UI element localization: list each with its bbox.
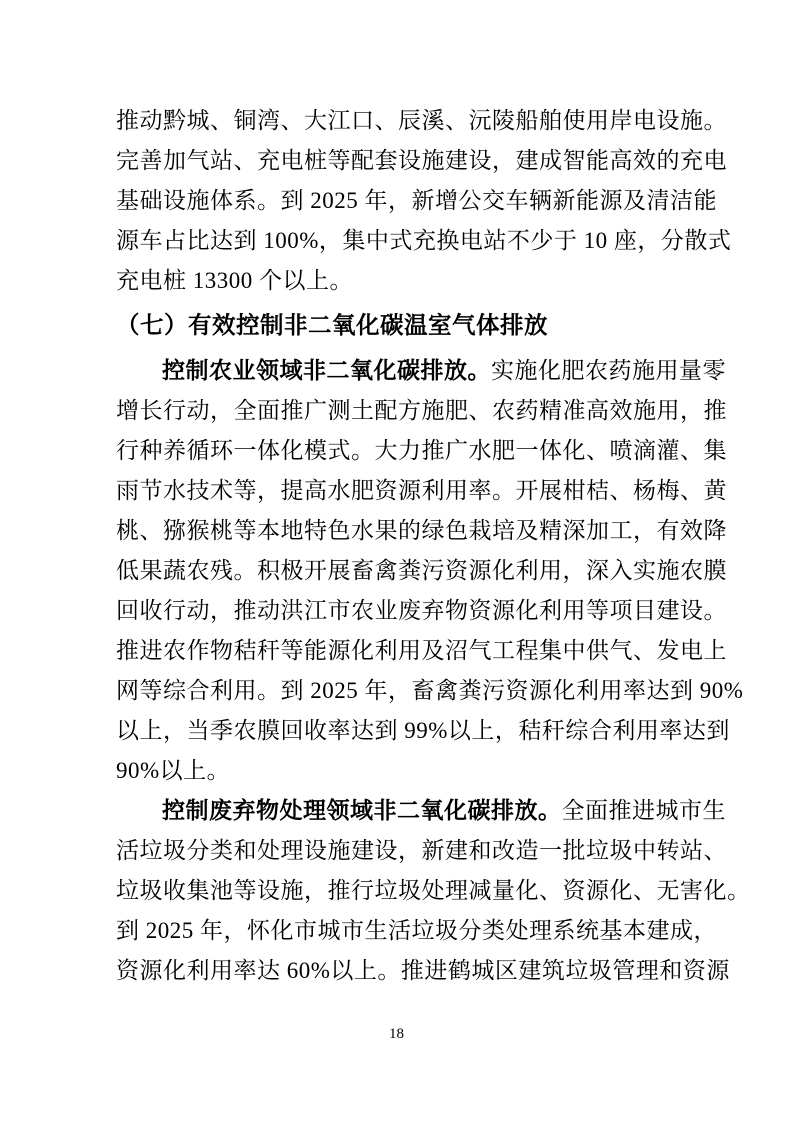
paragraph-lead-rest: 实施化肥农药施用量零 <box>491 358 726 383</box>
section-heading: （七）有效控制非二氧化碳温室气体排放 <box>116 313 548 339</box>
text-line: 垃圾收集池等设施，推行垃圾处理减量化、资源化、无害化。 <box>116 878 751 903</box>
text-line: 基础设施体系。到 2025 年，新增公交车辆新能源及清洁能 <box>116 188 717 213</box>
text-line: 网等综合利用。到 2025 年，畜禽粪污资源化利用率达到 90% <box>116 678 744 703</box>
paragraph-lead-bold: 控制农业领域非二氧化碳排放。 <box>162 358 491 383</box>
text-line: 资源化利用率达 60%以上。推进鹤城区建筑垃圾管理和资源 <box>116 958 730 983</box>
text-line: 推动黔城、铜湾、大江口、辰溪、沅陵船舶使用岸电设施。 <box>116 108 727 133</box>
text-line: 源车占比达到 100%，集中式充换电站不少于 10 座，分散式 <box>116 228 732 253</box>
text-line: 活垃圾分类和处理设施建设，新建和改造一批垃圾中转站、 <box>116 838 727 863</box>
text-line: 低果蔬农残。积极开展畜禽粪污资源化利用，深入实施农膜 <box>116 558 727 583</box>
text-line: 以上，当季农膜回收率达到 99%以上，秸秆综合利用率达到 <box>116 718 730 743</box>
paragraph-agriculture-emissions <box>116 351 744 791</box>
text-line <box>116 351 726 391</box>
text-line: 到 2025 年，怀化市城市生活垃圾分类处理系统基本建成， <box>116 918 717 943</box>
paragraph-waste-emissions <box>116 791 751 991</box>
text-line <box>116 791 726 831</box>
paragraph-lead-rest: 全面推进城市生 <box>561 798 726 823</box>
text-line: 90%以上。 <box>116 758 231 783</box>
text-line: 行种养循环一体化模式。大力推广水肥一体化、喷滴灌、集 <box>116 438 727 463</box>
text-line: 雨节水技术等，提高水肥资源利用率。开展柑桔、杨梅、黄 <box>116 478 727 503</box>
paragraph-lead-bold: 控制废弃物处理领域非二氧化碳排放。 <box>162 798 562 823</box>
paragraph-charging-infrastructure <box>116 101 732 301</box>
text-line: 充电桩 13300 个以上。 <box>116 268 353 293</box>
text-line: 增长行动，全面推广测土配方施肥、农药精准高效施用，推 <box>116 398 727 423</box>
text-line: 回收行动，推动洪江市农业废弃物资源化利用等项目建设。 <box>116 598 727 623</box>
text-line: 完善加气站、充电桩等配套设施建设，建成智能高效的充电 <box>116 148 727 173</box>
text-line: 推进农作物秸秆等能源化利用及沼气工程集中供气、发电上 <box>116 638 727 663</box>
page-number: 18 <box>389 1026 404 1042</box>
text-line: 桃、猕猴桃等本地特色水果的绿色栽培及精深加工，有效降 <box>116 518 727 543</box>
document-body <box>116 101 751 991</box>
